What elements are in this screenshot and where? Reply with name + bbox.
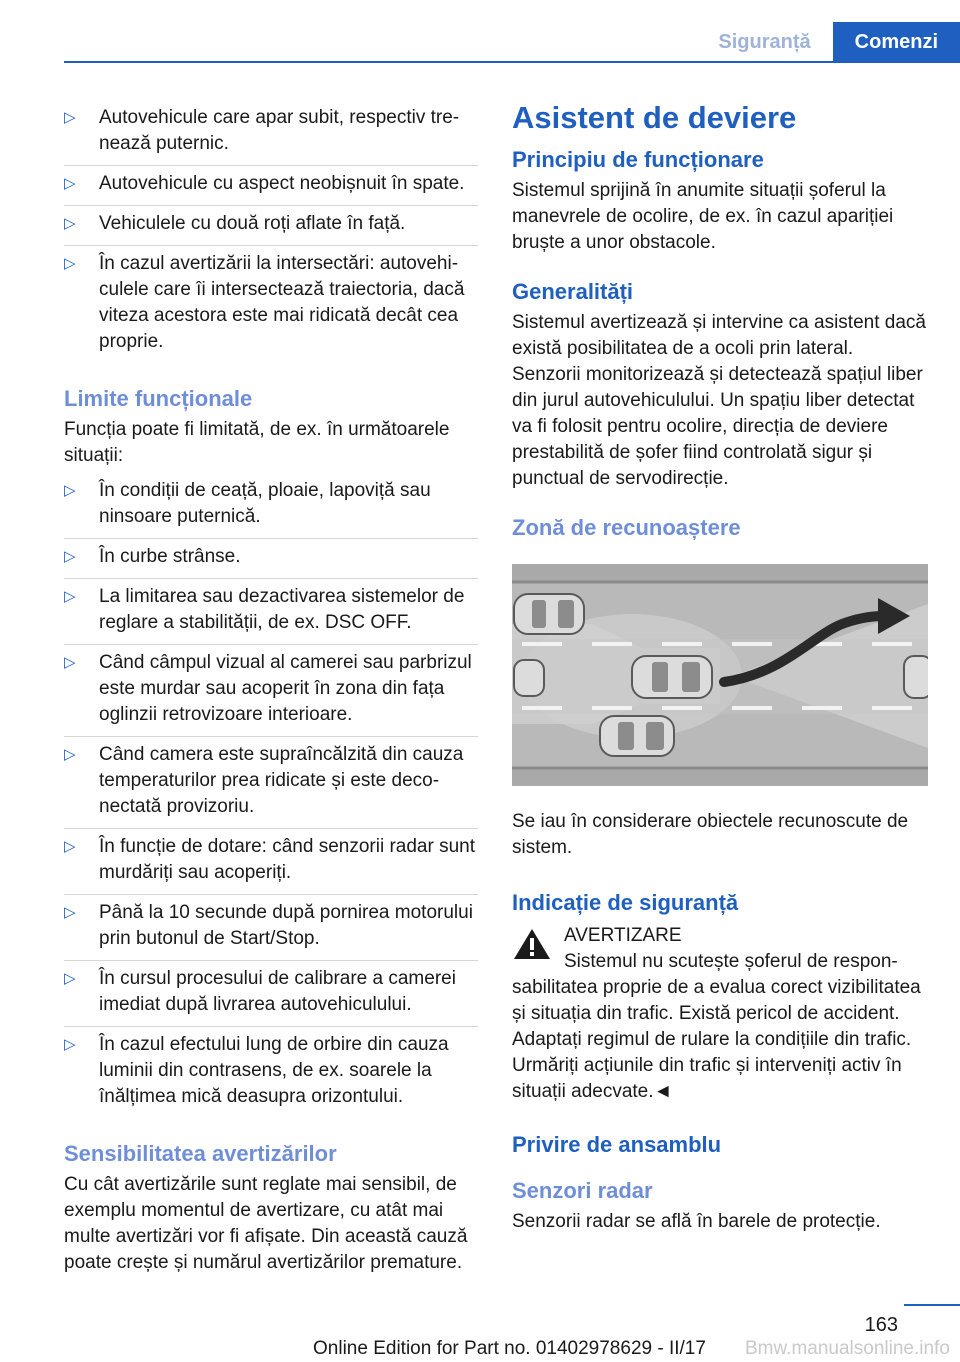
bullet-triangle-icon: ▷ [64, 109, 76, 126]
watermark: Bmw.manualsonline.info [745, 1338, 950, 1359]
list-item: ▷ În cursul procesului de calibrare a camerei imediat după livrarea autovehiculului. [64, 961, 478, 1027]
bullet-triangle-icon: ▷ [64, 746, 76, 763]
zone-heading: Zonă de recunoaștere [512, 515, 741, 540]
list-item: ▷ Vehiculele cu două roți aflate în față. [64, 206, 478, 246]
list-item: ▷ La limitarea sau dezactivarea sistemelor de reglare a stabilității, de ex. DSC OFF. [64, 579, 478, 645]
edition-footer: Online Edition for Part no. 01402978629 - II/17 [313, 1338, 706, 1359]
warning-label: AVERTIZARE [564, 925, 682, 946]
bullet-list-2 [64, 473, 478, 1118]
detection-zone-illustration [512, 564, 928, 786]
bullet-list-1 [64, 100, 478, 363]
list-item: ▷ În cazul efectului lung de orbire din cauza luminii din contrasens, de ex. soarele la înălțimea mică deasupra orizontului. [64, 1034, 449, 1107]
bullet-triangle-icon: ▷ [64, 175, 76, 192]
bullet-triangle-icon: ▷ [64, 482, 76, 499]
bullet-triangle-icon: ▷ [64, 654, 76, 671]
page-number: 163 [864, 1314, 898, 1336]
limits-text: Funcția poate fi limitată, de ex. în următoarele situații: [64, 419, 450, 466]
principle-heading: Principiu de funcționare [512, 147, 764, 172]
page-header [696, 22, 960, 62]
bullet-triangle-icon: ▷ [64, 1036, 76, 1053]
header-section-tab: Siguranță [696, 22, 832, 62]
list-item: ▷ Autovehicule cu aspect neobișnuit în spate. [64, 166, 478, 206]
bullet-triangle-icon: ▷ [64, 215, 76, 232]
list-item: ▷ În cazul avertizării la intersectări: autovehiculele care îi intersectează traiectoria, dacă viteza acestora este mai ridicată decât cea proprie. [64, 253, 465, 352]
list-item: ▷ În funcție de dotare: când senzorii radar sunt murdăriți sau acoperiți. [64, 829, 478, 895]
list-item: ▷ Când camera este supraîncălzită din cauza temperaturilor prea ridicate și este deconectată provizoriu. [64, 737, 478, 829]
general-heading: Generalități [512, 279, 634, 304]
limits-heading: Limite funcționale [64, 386, 253, 411]
warning-text: Sistemul nu scutește șoferul de responsabilitatea proprie de a evalua corect vizibilitatea și situația din trafic. Există pericol de accident. Adaptați regimul de rulare la condițiile din trafic. Urmăriți acțiunile din trafic și interveniți activ în situații adecvate.◄ [512, 951, 921, 1102]
list-item: ▷ Autovehicule care apar subit, respectiv trenează puternic. [64, 100, 478, 166]
sensitivity-text: Cu cât avertizările sunt reglate mai sensibil, de exemplu momentul de avertizare, cu atât mai multe avertizări vor fi afișate. Din această cauză poate crește și numărul avertizărilor premature. [64, 1174, 468, 1273]
bullet-triangle-icon: ▷ [64, 548, 76, 565]
bullet-triangle-icon: ▷ [64, 838, 76, 855]
bullet-triangle-icon: ▷ [64, 255, 76, 272]
bullet-triangle-icon: ▷ [64, 904, 76, 921]
radar-text: Senzorii radar se află în barele de protecție. [512, 1211, 881, 1232]
safety-heading: Indicație de siguranță [512, 890, 739, 915]
left-column [64, 100, 478, 1276]
header-chapter-tab: Comenzi [833, 22, 960, 62]
sensitivity-heading: Sensibilitatea avertizărilor [64, 1141, 337, 1166]
bullet-triangle-icon: ▷ [64, 588, 76, 605]
general-text: Sistemul avertizează și intervine ca asistent dacă există posibilitatea de a ocoli prin lateral. Senzorii monitorizează și detectează spațiul liber din jurul autovehiculului. Un spațiu liber detectat va fi folosit pentru ocolire, direcția de deviere prestabilită de șofer fiind controlată sigur și punctual de servodirecție. [512, 312, 926, 489]
list-item: ▷ În condiții de ceață, ploaie, lapoviță sau ninsoare puternică. [64, 473, 478, 539]
right-column [512, 100, 926, 1235]
header-divider [64, 61, 960, 63]
zone-caption: Se iau în considerare obiectele recunoscute de sistem. [512, 811, 909, 858]
footer-divider [904, 1304, 960, 1306]
bullet-triangle-icon: ▷ [64, 970, 76, 987]
radar-heading: Senzori radar [512, 1178, 653, 1203]
list-item: ▷ În curbe strânse. [64, 539, 478, 579]
warning-triangle-icon [512, 927, 552, 961]
list-item: ▷ Până la 10 secunde după pornirea motorului prin butonul de Start/Stop. [64, 895, 478, 961]
principle-text: Sistemul sprijină în anumite situații șoferul la manevrele de ocolire, de ex. în cazul apariției bruște a unor obstacole. [512, 180, 894, 253]
overview-heading: Privire de ansamblu [512, 1132, 722, 1157]
warning-block [512, 921, 926, 1105]
section-title: Asistent de deviere [512, 100, 797, 135]
list-item: ▷ Când câmpul vizual al camerei sau parbrizul este murdar sau acoperit în zona din fața oglinzii retrovizoare interioare. [64, 645, 478, 737]
